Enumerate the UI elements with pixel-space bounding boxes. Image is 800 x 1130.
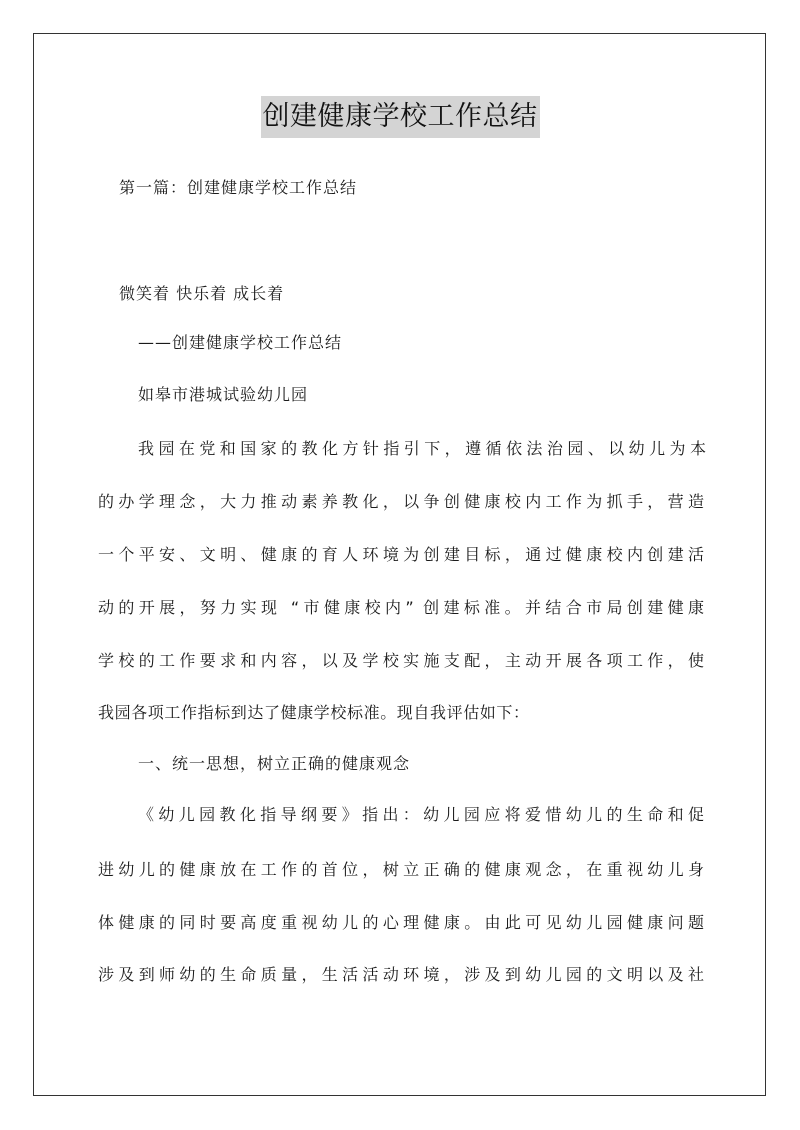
organization-line: 如皋市港城试验幼儿园 [138,385,309,404]
paragraph-1-line-2: 的办学理念，大力推动素养教化，以争创健康校内工作为抓手，营造 [98,492,704,511]
paragraph-1-line-6: 我园各项工作指标到达了健康学校标准。现自我评估如下： [98,703,530,722]
title-container [0,96,800,138]
subtitle-line: ——创建健康学校工作总结 [138,333,343,352]
paragraph-2-line-1: 《幼儿园教化指导纲要》指出：幼儿园应将爱惜幼儿的生命和促 [138,805,704,824]
paragraph-1-line-5: 学校的工作要求和内容，以及学校实施支配，主动开展各项工作，使 [98,651,704,670]
paragraph-2-line-4: 涉及到师幼的生命质量，生活活动环境，涉及到幼儿园的文明以及社 [98,965,704,984]
section-1-heading: 一、统一思想，树立正确的健康观念 [138,754,411,773]
document-title: 创建健康学校工作总结 [261,96,540,138]
chapter-heading: 第一篇：创建健康学校工作总结 [119,178,358,197]
paragraph-2-line-2: 进幼儿的健康放在工作的首位，树立正确的健康观念，在重视幼儿身 [98,860,704,879]
paragraph-1-line-1: 我园在党和国家的教化方针指引下，遵循依法治园、以幼儿为本 [138,439,706,458]
paragraph-1-line-4: 动的开展，努力实现 “市健康校内” 创建标准。并结合市局创建健康 [98,598,704,617]
paragraph-1-line-3: 一个平安、文明、健康的育人环境为创建目标，通过健康校内创建活 [98,545,704,564]
paragraph-2-line-3: 体健康的同时要高度重视幼儿的心理健康。由此可见幼儿园健康问题 [98,913,704,932]
motto-line: 微笑着 快乐着 成长着 [119,284,285,303]
